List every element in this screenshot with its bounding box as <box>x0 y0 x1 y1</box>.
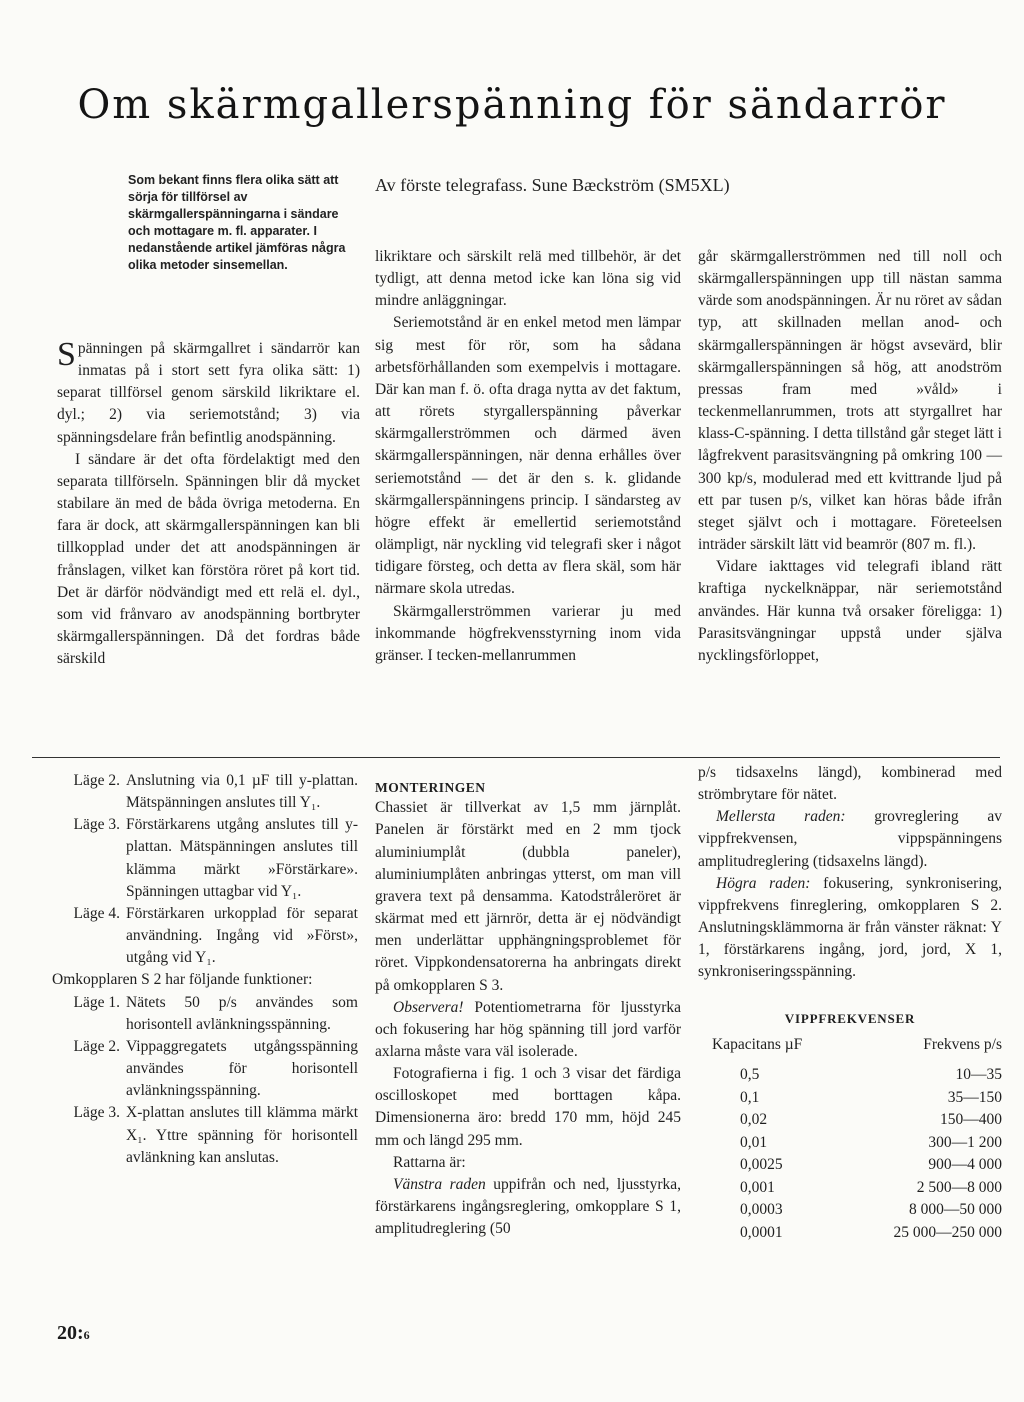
list-item: Läge 2. Anslutning via 0,1 µF till y-plattan. Mätspänningen anslutes till Y₁. <box>73 772 358 812</box>
list-item: Läge 3. Förstärkarens utgång anslutes till y-plattan. Mätspänningen anslutes till klämma märkt »Förstärkare». Spänningen uttagbar vid Y₁. <box>73 816 358 900</box>
list-item: Läge 1. Nätets 50 p/s användes som horisontell avlänkningsspänning. <box>73 993 358 1033</box>
table-row: 0,0025 900—4 000 <box>740 1156 1002 1174</box>
table-row: 0,01 300—1 200 <box>740 1133 1002 1151</box>
lower-column-2 <box>375 778 681 1240</box>
list-item: Läge 3. X-plattan anslutes till klämma märkt X₁. Yttre spänning för horisontell avlänkning kan anslutas. <box>73 1104 358 1166</box>
paragraph: p/s tidsaxelns längd), kombinerad med strömbrytare för nätet. <box>698 764 1002 804</box>
table-row: 0,5 10—35 <box>740 1066 1002 1084</box>
table-title: VIPPFREKVENSER <box>784 1010 916 1026</box>
table-row: 0,0001 25 000—250 000 <box>740 1223 1002 1241</box>
paragraph: Fotografierna i fig. 1 och 3 visar det färdiga oscilloskopet med borttagen kåpa. Dimensionerna äro: bredd 170 mm, höjd 245 mm och längd 295 mm. <box>375 1065 681 1149</box>
table-row: 0,1 35—150 <box>740 1088 1002 1106</box>
table-row: 0,02 150—400 <box>740 1111 1002 1129</box>
frequency-table <box>712 1034 1002 1244</box>
paragraph: pänningen på skärmgallret i sändarrör kan inmatas på i stort sett fyra olika sätt: 1) separat tillförsel genom särskild likriktare el. dyl.; 2) via seriemotstånd; 3) via spänningsdelare från befintlig anodspänning. <box>57 340 360 446</box>
intro-text: Som bekant finns flera olika sätt att sörja för tillförsel av skärmgallerspänningarna i sändare och mottagare m. fl. apparater. I nedanstående artikel jämföras några olika metoder sinsemellan. <box>128 173 346 272</box>
column-header: Kapacitans µF <box>712 1036 803 1054</box>
paragraph: Observera! Potentiometrarna för ljusstyrka och fokusering har hög spänning till jord varför axlarna måste vara väl isolerade. <box>375 998 681 1061</box>
paragraph: Vidare iakttages vid telegrafi ibland rätt kraftiga nyckelknäppar, när seriemotstånd användes. Här kunna två orsaker föreligga: 1) Parasitsvängningar uppstå under själva nycklingsförloppet, <box>698 558 1002 664</box>
paragraph: Seriemotstånd är en enkel metod men lämpar sig mest för rör, som ha sådana arbetsförhållanden som exempelvis i mottagare. Där kan man f. ö. ofta draga nytta av det faktum, att rörets styrgallerspänning påverkar skärmgallerströmmen och därmed även skärmgallerspänningen, när denna erhålles över seriemotstånd — det är den s. k. glidande skärmgallerspänningens princip. I sändarsteg av högre effekt är emellertid seriemotstånd olämpligt, när nyckling vid telegrafi sker i något tidigare försteg, och detta av flera skäl, som här närmare skola utredas. <box>375 314 681 598</box>
paragraph: Rattarna är: <box>393 1153 466 1171</box>
paragraph: Vänstra raden uppifrån och ned, ljusstyrka, förstärkarens ingångsreglering, omkopplare S 1, amplitudreglering (50 <box>375 1175 682 1238</box>
paragraph: Mellersta raden: grovreglering av vippfrekvensen, vippspänningens amplitudreglering (tidsaxelns längd). <box>698 808 1002 870</box>
column-header: Frekvens p/s <box>923 1036 1002 1054</box>
table-row: 0,0003 8 000—50 000 <box>740 1201 1002 1219</box>
paragraph: likriktare och särskilt relä med tillbehör, är det tydligt, att denna metod icke kan löna sig vid mindre anläggningar. <box>375 248 681 310</box>
byline: Av förste telegrafass. Sune Bæckström (SM5XL) <box>375 175 730 195</box>
list-item: Läge 2. Vippaggregatets utgångsspänning användes för horisontell avlänkningsspänning. <box>73 1037 358 1100</box>
lower-column-1 <box>52 770 358 1169</box>
paragraph: I sändare är det ofta fördelaktigt med den separata tillförseln. Spänningen blir då mycket stabilare än med de båda övriga metoderna. En fara är dock, att skärmgallerspänningen kan bli tillkopplad under det att anodspänningen är frånslagen, vilket kan förstöra röret på kort tid. Det är därför nödvändigt med ett relä el. dyl., som vid frånvaro av anodspänning bortbryter skärmgallerspänningen. Då det fordras både särskild <box>57 450 360 668</box>
section-heading: MONTERINGEN <box>375 780 486 795</box>
lower-column-3 <box>698 762 1002 1244</box>
list-item: Läge 4. Förstärkaren urkopplad för separat användning. Ingång vid »Först», utgång vid Y₁. <box>73 904 358 967</box>
paragraph: går skärmgallerströmmen ned till noll och skärmgallerspänningen upp till nästan samma värde som anodspänningen. Är nu röret av sådan typ, att skillnaden mellan anod- och skärmgallerspänningen är högst avsevärd, blir skärmgallerspänningen så hög, att anodström pressas fram med »våld» i teckenmellanrummen, trots att styrgallret har klass-C-spänning. I detta tillstånd går steget lätt i lågfrekvent parasitsvängning på omkring 100 —300 kp/s, modulerad med ett kvittrande ljud på ett par tusen p/s, vilket kan höras både ifrån steget självt och i mottagare. Företeelsen inträder särskilt lätt vid beamrör (807 m. fl.). <box>698 248 1002 554</box>
article-title: Om skärmgallerspänning för sändarrör <box>77 82 947 128</box>
section-divider <box>32 757 1000 758</box>
page-number: 20:6 <box>57 1322 90 1344</box>
paragraph: Skärmgallerströmmen varierar ju med inkommande högfrekvensstyrning inom vida gränser. I tecken-mellanrummen <box>375 602 681 664</box>
paragraph: Högra raden: fokusering, synkronisering, vippfrekvens finreglering, omkopplaren S 2. Anslutningsklämmorna är från vänster räknat: Y 1, förstärkarens ingång, jord, jord, X 1, synkroniseringsspänning. <box>698 874 1002 981</box>
article-column-3 <box>698 246 1002 667</box>
article-column-1 <box>57 338 360 670</box>
article-column-2 <box>375 246 681 667</box>
paragraph: Chassiet är tillverkat av 1,5 mm järnplåt. Panelen är förstärkt med en 2 mm tjock aluminiumplåt (dubbla paneler), aluminiumplåten anbringas ytterst, om man vill gravera text på densamma. Katodstråleröret är skärmat med ett järnrör, detta är ej nödvändigt men underlättar upphängningsproblemet för röret. Vippkondensatorerna ha anbringats direkt på omkopplaren S 3. <box>375 799 681 994</box>
paragraph: Omkopplaren S 2 har följande funktioner: <box>52 971 313 989</box>
drop-cap: S <box>57 336 76 373</box>
table-row: 0,001 2 500—8 000 <box>740 1178 1002 1196</box>
